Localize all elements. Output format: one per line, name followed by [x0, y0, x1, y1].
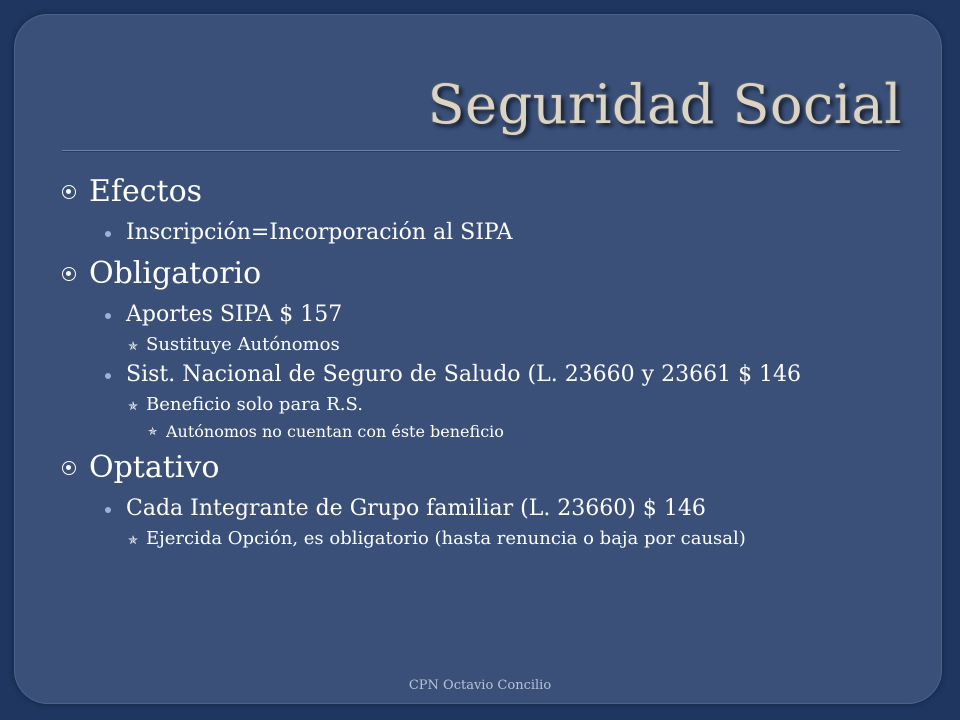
dot-bullet-icon	[105, 373, 111, 379]
list-item-text: Sist. Nacional de Seguro de Saludo (L. 23660 y 23661 $ 146	[126, 362, 802, 387]
section-optativo	[60, 446, 900, 490]
circle-bullet-icon	[62, 267, 76, 281]
list-item-text: Aportes SIPA $ 157	[126, 302, 343, 327]
dot-bullet-icon	[105, 313, 111, 319]
section-efectos	[60, 170, 900, 214]
circle-bullet-icon	[62, 185, 76, 199]
sub-list-item-text: Ejercida Opción, es obligatorio (hasta renuncia o baja por causal)	[146, 528, 746, 549]
sub-sub-list-item	[60, 422, 900, 442]
sub-list-item-text: Beneficio solo para R.S.	[146, 394, 363, 415]
section-heading: Obligatorio	[89, 256, 262, 291]
list-item-text: Inscripción=Incorporación al SIPA	[126, 220, 513, 245]
slide-footer: CPN Octavio Concilio	[408, 678, 552, 693]
star-bullet-icon: ✯	[148, 425, 158, 438]
dot-bullet-icon	[105, 507, 111, 513]
sub-list-item-text: Sustituye Autónomos	[146, 334, 340, 355]
section-heading: Efectos	[89, 174, 203, 209]
list-item	[60, 362, 900, 388]
title-divider	[62, 150, 900, 151]
circle-bullet-icon	[62, 461, 76, 475]
star-bullet-icon: ✯	[128, 399, 139, 413]
slide-content	[60, 170, 900, 556]
list-item-text: Cada Integrante de Grupo familiar (L. 23660) $ 146	[126, 496, 706, 521]
sub-list-item	[60, 394, 900, 416]
star-bullet-icon: ✯	[128, 339, 139, 353]
list-item	[60, 302, 900, 328]
sub-sub-list-item-text: Autónomos no cuentan con éste beneficio	[166, 422, 504, 441]
list-item	[60, 220, 900, 246]
slide-title: Seguridad Social	[427, 73, 902, 136]
dot-bullet-icon	[105, 231, 111, 237]
star-bullet-icon: ✯	[128, 533, 139, 547]
list-item	[60, 496, 900, 522]
sub-list-item	[60, 334, 900, 356]
section-heading: Optativo	[89, 450, 220, 485]
sub-list-item	[60, 528, 900, 550]
section-obligatorio	[60, 252, 900, 296]
